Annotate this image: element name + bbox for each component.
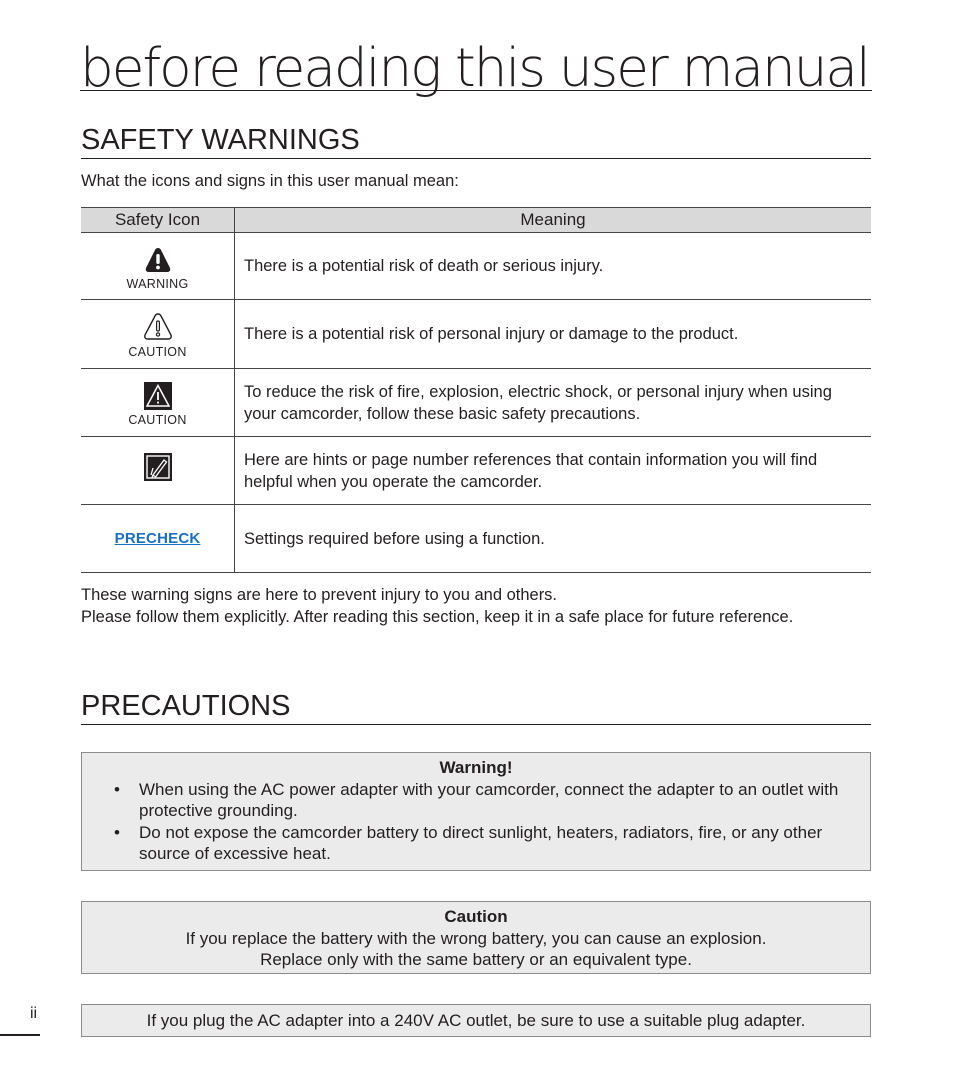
page-number-rule xyxy=(0,1034,40,1036)
list-item xyxy=(114,779,870,822)
table-row xyxy=(81,233,871,300)
caution-outline-icon xyxy=(81,310,234,342)
safety-note-line: Please follow them explicitly. After reading this section, keep it in a safe place for future reference. xyxy=(81,608,794,626)
icon-cell xyxy=(81,369,235,437)
safety-notes xyxy=(81,584,871,628)
meaning-cell: To reduce the risk of fire, explosion, electric shock, or personal injury when using your camcorder, follow these basic safety precautions. xyxy=(235,369,872,437)
icon-cell xyxy=(81,505,235,573)
caution-box-title: Caution xyxy=(444,907,508,926)
caution-boxed-icon xyxy=(81,378,234,410)
icon-label: WARNING xyxy=(126,276,189,291)
warning-filled-icon xyxy=(81,242,234,274)
table-row xyxy=(81,437,871,505)
warning-box xyxy=(81,752,871,871)
page-title: before reading this user manual xyxy=(80,30,872,91)
plug-adapter-note-box xyxy=(81,1004,871,1037)
table-header-row xyxy=(81,208,871,233)
warning-list xyxy=(82,779,870,865)
icon-cell xyxy=(81,300,235,369)
bullet-icon: • xyxy=(114,822,120,842)
page-number: ii xyxy=(30,1005,38,1022)
caution-line: If you replace the battery with the wrong battery, you can cause an explosion. xyxy=(185,928,767,948)
safety-warnings-heading: SAFETY WARNINGS xyxy=(81,124,871,159)
meaning-cell: There is a potential risk of death or serious injury. xyxy=(235,233,872,300)
plug-adapter-note: If you plug the AC adapter into a 240V AC outlet, be sure to use a suitable plug adapter. xyxy=(146,1011,806,1030)
column-header-meaning: Meaning xyxy=(235,208,872,233)
note-pencil-icon xyxy=(81,453,234,486)
precautions-heading: PRECAUTIONS xyxy=(81,690,871,725)
warning-box-title: Warning! xyxy=(439,758,513,777)
table-row xyxy=(81,369,871,437)
warning-item-text: When using the AC power adapter with your camcorder, connect the adapter to an outlet with protective grounding. xyxy=(139,779,839,820)
icon-label: CAUTION xyxy=(128,413,187,427)
meaning-cell: There is a potential risk of personal injury or damage to the product. xyxy=(235,300,872,369)
warning-item-text: Do not expose the camcorder battery to direct sunlight, heaters, radiators, fire, or any other source of excessive heat. xyxy=(139,822,823,863)
icon-cell xyxy=(81,437,235,505)
list-item xyxy=(114,822,870,865)
meaning-cell: Here are hints or page number references that contain information you will find helpful when you operate the camcorder. xyxy=(235,437,872,505)
precheck-link[interactable]: PRECHECK xyxy=(114,530,201,547)
caution-box xyxy=(81,901,871,974)
table-row xyxy=(81,300,871,369)
safety-note-line: These warning signs are here to prevent injury to you and others. xyxy=(81,586,558,604)
column-header-safety-icon: Safety Icon xyxy=(81,208,235,233)
icon-label: CAUTION xyxy=(128,344,187,359)
icon-cell xyxy=(81,233,235,300)
table-row xyxy=(81,505,871,573)
safety-icon-table xyxy=(81,207,871,573)
caution-line: Replace only with the same battery or an equivalent type. xyxy=(260,950,692,969)
meaning-cell: Settings required before using a function. xyxy=(235,505,872,573)
bullet-icon: • xyxy=(114,779,120,799)
safety-intro-text: What the icons and signs in this user manual mean: xyxy=(81,172,459,190)
